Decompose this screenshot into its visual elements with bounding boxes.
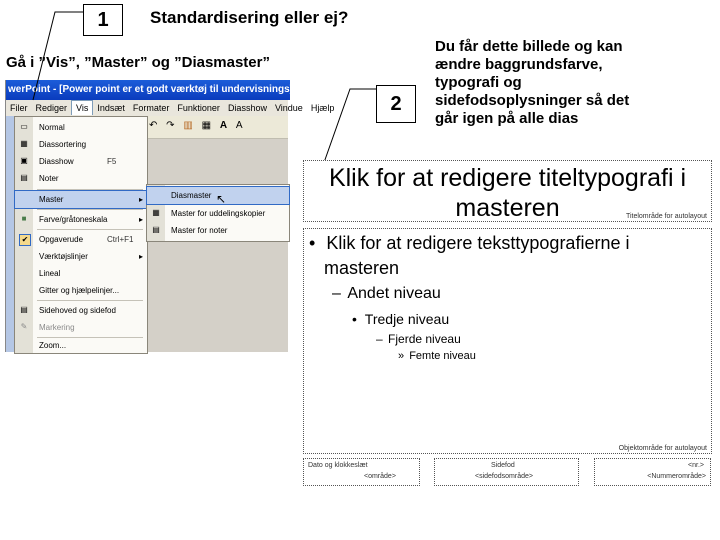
menu-indsaet[interactable]: Indsæt (97, 103, 125, 113)
dash-bullet-icon: – (376, 332, 383, 346)
submenu-arrow-icon: ▸ (139, 195, 144, 204)
description-line: går igen på alle dias (435, 110, 579, 127)
body-level-1-cont: masteren (324, 258, 400, 278)
menu-item-diasmaster[interactable]: Diasmaster (147, 187, 289, 204)
menu-item-markering[interactable]: ✎ Markering (20, 322, 75, 332)
footer-sub: <sidefodsområde> (475, 473, 533, 480)
font-grow-icon[interactable]: A (219, 120, 228, 131)
menu-funktioner[interactable]: Funktioner (177, 103, 220, 113)
title-placeholder[interactable] (303, 160, 712, 222)
slide-sorter-icon: ▦ (20, 139, 28, 148)
chart-icon[interactable]: ▥ (183, 120, 193, 131)
check-icon: ✔ (19, 234, 31, 246)
window-title-bar: werPoint - [Power point er et godt værktøj til undervisnings] (6, 80, 290, 100)
normal-view-icon: ▭ (20, 122, 28, 131)
footer-label: Sidefod (491, 462, 515, 469)
menu-item-master-noter[interactable]: ▤ Master for noter (152, 225, 228, 235)
menu-hjaelp[interactable]: Hjælp (310, 103, 335, 113)
body-level-3: • Tredje niveau (352, 311, 450, 327)
menu-filer[interactable]: Filer (10, 103, 28, 113)
submenu-arrow-icon: ▸ (139, 252, 144, 261)
menu-item-diassortering[interactable]: ▦ Diassortering (20, 139, 87, 149)
menu-item-master[interactable]: Master ▸ (15, 191, 147, 208)
menu-diasshow[interactable]: Diasshow (227, 103, 267, 113)
body-level-1: • Klik for at redigere teksttypografierne i (309, 233, 630, 253)
description-line: sidefodsoplysninger så det (435, 92, 630, 109)
undo-icon[interactable]: ↶ (149, 120, 158, 131)
menu-item-sidehoved[interactable]: ▤ Sidehoved og sidefod (20, 305, 116, 315)
mouse-cursor-icon: ↖ (216, 192, 227, 206)
bullet-icon: • (352, 311, 357, 327)
font-shrink-icon[interactable]: A (235, 120, 243, 131)
callout-number-1: 1 (83, 4, 123, 36)
date-placeholder[interactable] (303, 458, 420, 486)
body-placeholder[interactable] (303, 228, 712, 454)
menu-item-opgaverude[interactable]: ✔ Opgaverude Ctrl+F1 (15, 231, 147, 248)
description-line: Du får dette billede og kan (435, 38, 623, 55)
menu-formater[interactable]: Formater (132, 103, 170, 113)
menu-item-lineal[interactable]: Lineal (39, 269, 61, 278)
description-line: ændre baggrundsfarve, (435, 56, 603, 73)
object-area-label: Objektområde for autolayout (618, 445, 707, 452)
menu-item-master-uddelingskopier[interactable]: ▦ Master for uddelingskopier (152, 208, 266, 218)
menu-item-gitter[interactable]: Gitter og hjælpelinjer... (39, 286, 120, 295)
menu-rediger[interactable]: Rediger (35, 103, 68, 113)
number-sub: <Nummerområde> (647, 473, 706, 480)
menu-item-noter[interactable]: ▤ Noter (20, 173, 59, 183)
body-level-5: » Femte niveau (398, 350, 476, 362)
header-footer-icon: ▤ (20, 305, 28, 314)
color-gray-icon: ■ (21, 214, 27, 223)
menu-item-zoom[interactable]: Zoom... (39, 341, 67, 350)
description-line: typografi og (435, 74, 522, 91)
date-sub: <område> (364, 473, 396, 480)
number-label: <nr.> (688, 462, 704, 469)
body-level-4: – Fjerde niveau (376, 332, 461, 346)
menu-vis[interactable]: Vis (71, 100, 93, 115)
notes-master-icon: ▤ (152, 225, 160, 234)
redo-icon[interactable]: ↷ (166, 120, 175, 131)
slideshow-icon: ▣ (20, 156, 28, 165)
handout-master-icon: ▦ (152, 208, 160, 217)
guillemet-bullet-icon: » (398, 350, 405, 362)
menu-item-farve[interactable]: ■ Farve/gråtoneskala ▸ (15, 211, 147, 228)
notes-icon: ▤ (20, 173, 28, 182)
master-title-text: Klik for at redigere titeltypografi i masteren (328, 164, 687, 222)
menu-item-vaerktoejslinjer[interactable]: Værktøjslinjer ▸ (15, 248, 147, 265)
instruction-text: Gå i ”Vis”, ”Master” og ”Diasmaster” (6, 54, 270, 71)
number-placeholder[interactable] (594, 458, 711, 486)
title-area-label: Titelområde for autolayout (625, 213, 707, 220)
callout-title: Standardisering eller ej? (150, 8, 349, 27)
callout-number-2: 2 (376, 85, 416, 123)
menu-item-normal[interactable]: ▭ Normal (20, 122, 65, 132)
bullet-icon: • (309, 233, 316, 253)
table-icon[interactable]: ▦ (201, 120, 212, 131)
menu-item-diasshow[interactable]: ▣ Diasshow F5 (20, 156, 117, 166)
callout-line-1 (33, 12, 83, 100)
date-label: Dato og klokkeslæt (308, 462, 368, 469)
markup-icon: ✎ (20, 322, 28, 331)
submenu-arrow-icon: ▸ (139, 215, 144, 224)
footer-placeholder[interactable] (434, 458, 579, 486)
menu-vindue[interactable]: Vindue (274, 103, 303, 113)
dash-bullet-icon: – (332, 285, 341, 302)
body-level-2: – Andet niveau (332, 285, 441, 302)
